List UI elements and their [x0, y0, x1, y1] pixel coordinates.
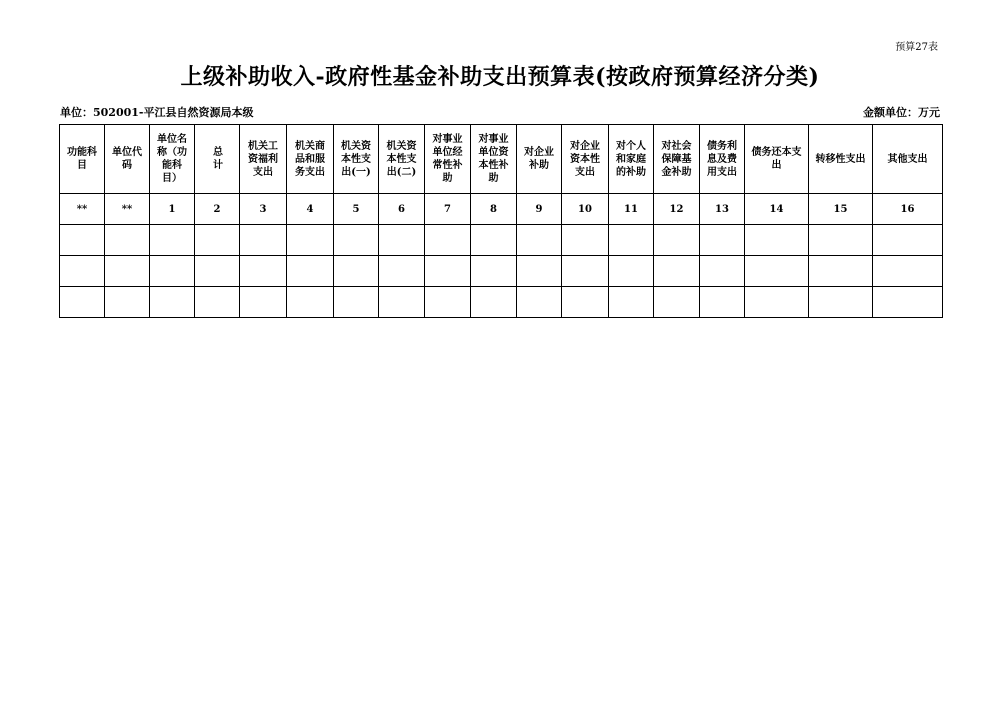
table-cell	[471, 256, 517, 287]
code-cell: 2	[195, 194, 240, 225]
table-cell	[195, 256, 240, 287]
form-number: 预算27表	[895, 42, 938, 53]
code-cell: 12	[654, 194, 700, 225]
table-cell	[562, 225, 609, 256]
table-cell	[745, 287, 809, 318]
header-cell: 对事业 单位经 常性补 助	[425, 125, 471, 194]
table-cell	[700, 225, 745, 256]
table-cell	[809, 256, 873, 287]
header-cell: 总计	[195, 125, 240, 194]
table-row	[60, 225, 943, 256]
table-cell	[609, 225, 654, 256]
table-cell	[654, 256, 700, 287]
table-row	[60, 287, 943, 318]
table-cell	[654, 225, 700, 256]
header-cell: 对企业 补助	[517, 125, 562, 194]
code-cell: 15	[809, 194, 873, 225]
table-cell	[240, 256, 287, 287]
code-cell: **	[105, 194, 150, 225]
code-cell: 9	[517, 194, 562, 225]
table-cell	[195, 225, 240, 256]
table-cell	[379, 287, 425, 318]
code-cell: 5	[334, 194, 379, 225]
table-cell	[471, 287, 517, 318]
code-cell: 16	[873, 194, 943, 225]
table-cell	[700, 287, 745, 318]
table-cell	[873, 287, 943, 318]
code-cell: 6	[379, 194, 425, 225]
table-cell	[240, 225, 287, 256]
header-cell: 转移性支出	[809, 125, 873, 194]
header-cell: 单位代 码	[105, 125, 150, 194]
table-cell	[379, 256, 425, 287]
table-cell	[60, 287, 105, 318]
table-cell	[654, 287, 700, 318]
table-cell	[150, 256, 195, 287]
table-cell	[609, 256, 654, 287]
table-cell	[105, 225, 150, 256]
table-cell	[425, 256, 471, 287]
table-cell	[809, 225, 873, 256]
table-cell	[700, 256, 745, 287]
table-cell	[745, 256, 809, 287]
table-cell	[240, 287, 287, 318]
table-cell	[287, 225, 334, 256]
table-cell	[873, 225, 943, 256]
table-cell	[809, 287, 873, 318]
code-cell: 3	[240, 194, 287, 225]
table-cell	[609, 287, 654, 318]
header-cell: 对社会 保障基 金补助	[654, 125, 700, 194]
table-cell	[105, 287, 150, 318]
table-cell	[60, 225, 105, 256]
table-cell	[150, 225, 195, 256]
header-cell: 功能科 目	[60, 125, 105, 194]
header-cell: 对企业 资本性 支出	[562, 125, 609, 194]
header-cell: 对个人 和家庭 的补助	[609, 125, 654, 194]
table-cell	[60, 256, 105, 287]
table-cell	[873, 256, 943, 287]
table-cell	[287, 287, 334, 318]
budget-table	[59, 124, 943, 318]
unit-label: 单位：502001-平江县自然资源局本级	[60, 106, 254, 119]
code-cell: **	[60, 194, 105, 225]
header-cell: 债务利 息及费 用支出	[700, 125, 745, 194]
table-cell	[195, 287, 240, 318]
table-cell	[334, 287, 379, 318]
header-cell: 机关商 品和服 务支出	[287, 125, 334, 194]
code-cell: 11	[609, 194, 654, 225]
header-cell: 单位名 称（功 能科 目）	[150, 125, 195, 194]
code-cell: 14	[745, 194, 809, 225]
table-cell	[517, 225, 562, 256]
table-cell	[334, 256, 379, 287]
table-cell	[471, 225, 517, 256]
table-cell	[517, 256, 562, 287]
table-cell	[379, 225, 425, 256]
table-cell	[150, 287, 195, 318]
header-cell: 机关资 本性支 出(二)	[379, 125, 425, 194]
code-row	[60, 194, 943, 225]
code-cell: 4	[287, 194, 334, 225]
code-cell: 8	[471, 194, 517, 225]
table-cell	[745, 225, 809, 256]
table-row	[60, 256, 943, 287]
header-cell: 机关工 资福利 支出	[240, 125, 287, 194]
code-cell: 13	[700, 194, 745, 225]
code-cell: 10	[562, 194, 609, 225]
unit-info-line	[60, 104, 940, 118]
header-cell: 对事业 单位资 本性补 助	[471, 125, 517, 194]
table-cell	[562, 256, 609, 287]
table-cell	[425, 225, 471, 256]
table-cell	[562, 287, 609, 318]
amount-unit-label: 金额单位：万元	[863, 106, 940, 119]
header-cell: 机关资 本性支 出(一)	[334, 125, 379, 194]
table-cell	[425, 287, 471, 318]
header-row	[60, 125, 943, 194]
code-cell: 1	[150, 194, 195, 225]
table-cell	[517, 287, 562, 318]
table-cell	[105, 256, 150, 287]
code-cell: 7	[425, 194, 471, 225]
header-cell: 债务还本支 出	[745, 125, 809, 194]
header-cell: 其他支出	[873, 125, 943, 194]
page-title: 上级补助收入-政府性基金补助支出预算表(按政府预算经济分类)	[180, 64, 820, 90]
table-cell	[334, 225, 379, 256]
table-cell	[287, 256, 334, 287]
